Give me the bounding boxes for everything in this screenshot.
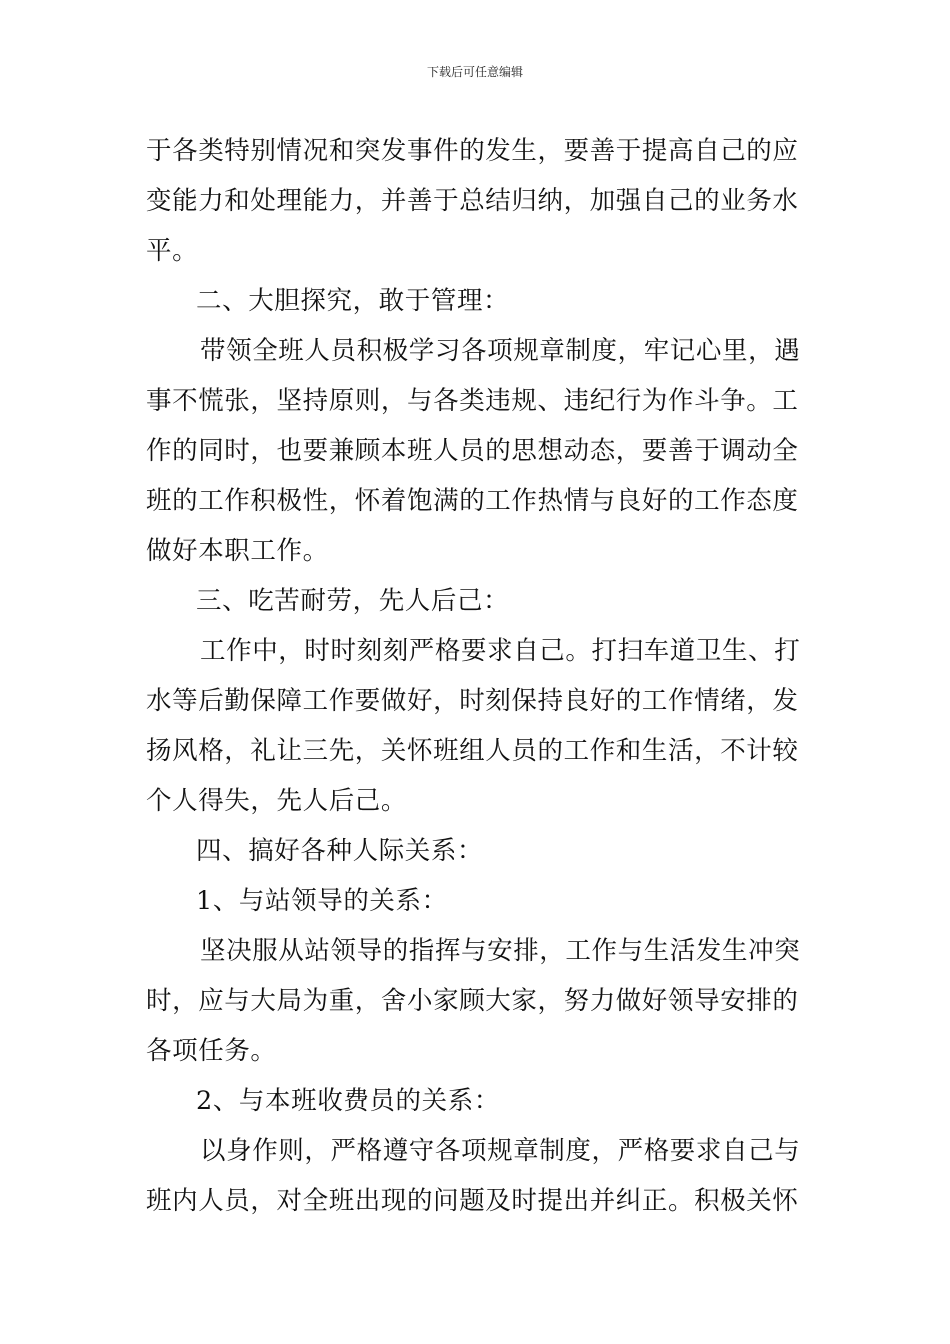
text-line: 平。: [146, 236, 199, 266]
subsection-heading: 2、与本班收费员的关系：: [196, 1086, 500, 1116]
text-line: 水等后勤保障工作要做好，时刻保持良好的工作情绪，发: [146, 686, 799, 716]
text-line: 各项任务。: [146, 1036, 277, 1066]
text-line: 扬风格，礼让三先，关怀班组人员的工作和生活，不计较: [146, 736, 799, 766]
page-header: 下载后可任意编辑: [426, 65, 523, 79]
text-line: 班内人员，对全班出现的问题及时提出并纠正。积极关怀: [146, 1186, 799, 1216]
section-heading: 二、大胆探究，敢于管理：: [196, 286, 510, 316]
section-heading: 四、搞好各种人际关系：: [196, 836, 484, 866]
text-line: 事不慌张，坚持原则，与各类违规、违纪行为作斗争。工: [146, 386, 799, 416]
text-line: 于各类特别情况和突发事件的发生，要善于提高自己的应: [146, 136, 799, 166]
section-heading: 三、吃苦耐劳，先人后己：: [196, 586, 510, 616]
text-line: 以身作则，严格遵守各项规章制度，严格要求自己与: [200, 1136, 801, 1166]
text-line: 作的同时，也要兼顾本班人员的思想动态，要善于调动全: [146, 436, 799, 466]
text-line: 工作中，时时刻刻严格要求自己。打扫车道卫生、打: [200, 636, 801, 666]
subsection-heading: 1、与站领导的关系：: [196, 886, 448, 916]
text-line: 个人得失，先人后己。: [146, 786, 408, 816]
text-line: 班的工作积极性，怀着饱满的工作热情与良好的工作态度: [146, 486, 799, 516]
text-line: 坚决服从站领导的指挥与安排，工作与生活发生冲突: [200, 936, 801, 966]
text-line: 带领全班人员积极学习各项规章制度，牢记心里，遇: [200, 336, 801, 366]
text-line: 变能力和处理能力，并善于总结归纳，加强自己的业务水: [146, 186, 799, 216]
text-line: 时，应与大局为重，舍小家顾大家，努力做好领导安排的: [146, 986, 799, 1016]
document-body: [146, 126, 808, 1226]
text-line: 做好本职工作。: [146, 536, 329, 566]
